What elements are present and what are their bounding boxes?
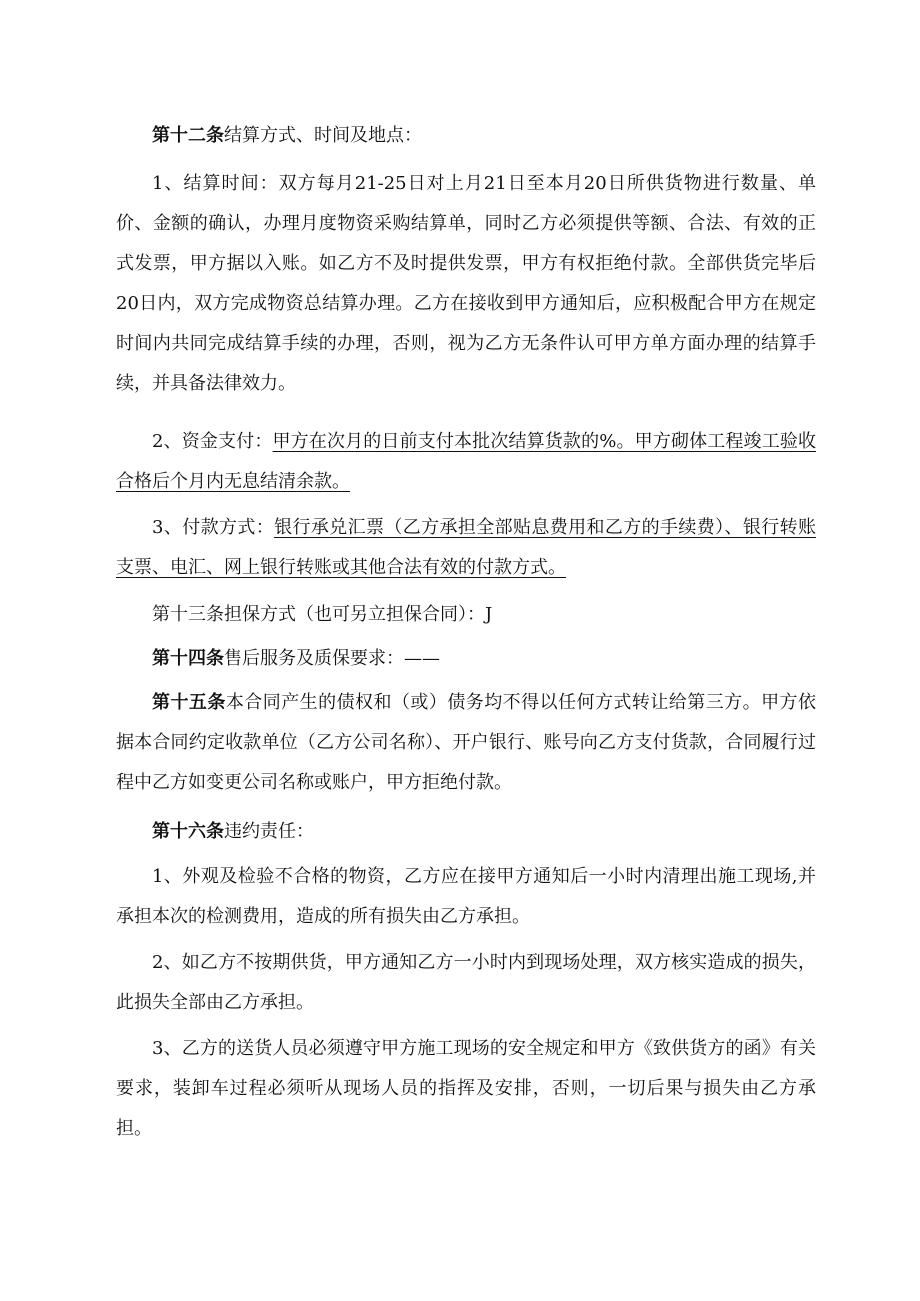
article-12-item-1: 1、结算时间：双方每月21-25日对上月21日至本月20日所供货物进行数量、单价、金额的确认，办理月度物资采购结算单，同时乙方必须提供等额、合法、有效的正式发票，甲方据以入账。如乙方不及时提供发票，甲方有权拒绝付款。全部供货完毕后20日内，双方完成物资总结算办理。乙方在接收到甲方通知后，应积极配合甲方在规定时间内共同完成结算手续的办理，否则，视为乙方无条件认可甲方单方面办理的结算手续，并具备法律效力。 bbox=[116, 173, 816, 394]
article-12-item-3 bbox=[116, 508, 816, 588]
item-3-label: 3、付款方式： bbox=[152, 517, 275, 538]
article-16-item-3: 3、乙方的送货人员必须遵守甲方施工现场的安全规定和甲方《致供货方的函》有关要求，装卸车过程必须听从现场人员的指挥及安排，否则，一切后果与损失由乙方承担。 bbox=[116, 1038, 816, 1139]
item-3-text: 银行承兑汇票（乙方承担全部贴息费用和乙方的手续费）、银行转账支票、电汇、网上银行转账或其他合法有效的付款方式。 bbox=[116, 517, 817, 578]
article-16-item-2: 2、如乙方不按期供货，甲方通知乙方一小时内到现场处理，双方核实造成的损失，此损失全部由乙方承担。 bbox=[116, 952, 816, 1013]
article-15-number: 第十五条 bbox=[152, 692, 226, 713]
article-13: 第十三条担保方式（也可另立担保合同）：J bbox=[152, 604, 493, 625]
article-12-item-2 bbox=[116, 422, 816, 502]
article-16-number: 第十六条 bbox=[152, 821, 224, 842]
article-14-number: 第十四条 bbox=[152, 648, 224, 669]
article-12-heading bbox=[116, 116, 816, 156]
item-2-label: 2、资金支付： bbox=[152, 431, 273, 452]
article-14-title: 售后服务及质保要求：—— bbox=[224, 648, 440, 669]
article-12-number: 第十二条 bbox=[152, 125, 224, 146]
item-2-text: 甲方在次月的日前支付本批次结算货款的%。甲方砌体工程竣工验收合格后个月内无息结清余款。 bbox=[116, 431, 816, 492]
article-15 bbox=[116, 683, 816, 803]
article-14 bbox=[116, 639, 816, 679]
article-15-text: 本合同产生的债权和（或）债务均不得以任何方式转让给第三方。甲方依据本合同约定收款单位（乙方公司名称）、开户银行、账号向乙方支付货款，合同履行过程中乙方如变更公司名称或账户，甲方拒绝付款。 bbox=[116, 692, 816, 793]
article-16-title: 违约责任： bbox=[224, 821, 314, 842]
article-16-item-1: 1、外观及检验不合格的物资，乙方应在接甲方通知后一小时内清理出施工现场,并承担本次的检测费用，造成的所有损失由乙方承担。 bbox=[116, 866, 816, 927]
article-16-heading bbox=[116, 812, 816, 852]
article-12-title: 结算方式、时间及地点： bbox=[224, 125, 422, 146]
